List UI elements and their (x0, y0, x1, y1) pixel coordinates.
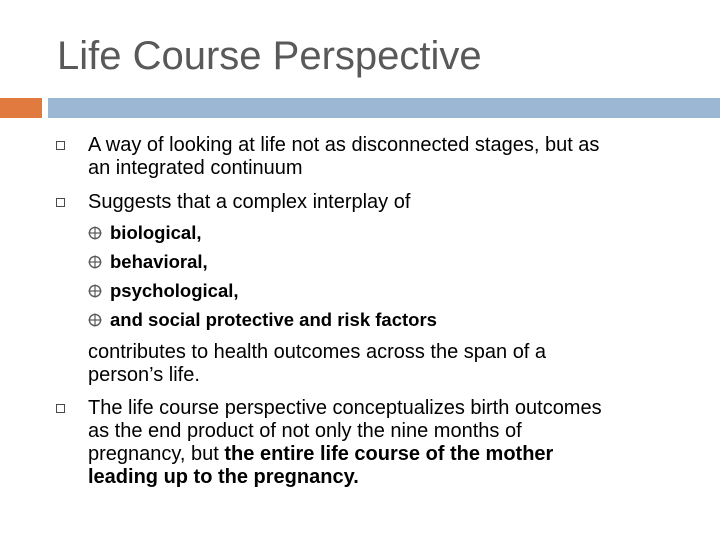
bullet-3-line-3-bold: the entire life course of the mother (224, 443, 554, 465)
bullet-1-line-1: A way of looking at life not as disconnected stages, but as (88, 134, 600, 156)
sub-bullet-1 (88, 221, 588, 245)
square-bullet-icon (56, 141, 65, 150)
target-bullet-icon (88, 255, 102, 269)
target-bullet-icon (88, 284, 102, 298)
sub-bullet-3-text: psychological, (110, 280, 239, 301)
sub-bullet-2-text: behavioral, (110, 251, 208, 272)
bullet-3-line-3-plain: pregnancy, but (88, 443, 225, 465)
square-bullet-icon (56, 198, 65, 207)
slide-title: Life Course Perspective (57, 34, 482, 78)
bullet-3-line-2: as the end product of not only the nine months of (88, 420, 522, 442)
sub-bullet-2 (88, 250, 588, 274)
sub-bullet-1-text: biological, (110, 222, 202, 243)
continuation-line-1: contributes to health outcomes across the span of a (88, 341, 547, 363)
bullet-1-line-2: an integrated continuum (88, 157, 303, 179)
sub-bullet-3 (88, 279, 588, 303)
square-bullet-icon (56, 404, 65, 413)
bullet-2-line-1: Suggests that a complex interplay of (88, 191, 411, 213)
bullet-3-line-1: The life course perspective conceptualizes birth outcomes (88, 397, 602, 419)
bullet-3-line-3 (88, 443, 688, 466)
bullet-2-continuation (88, 341, 688, 387)
sub-bullet-4-text: and social protective and risk factors (110, 309, 437, 330)
sub-bullet-4 (88, 308, 588, 332)
bullet-3-line-4: leading up to the pregnancy. (88, 466, 359, 488)
target-bullet-icon (88, 226, 102, 240)
continuation-line-2: person’s life. (88, 364, 200, 386)
target-bullet-icon (88, 313, 102, 327)
